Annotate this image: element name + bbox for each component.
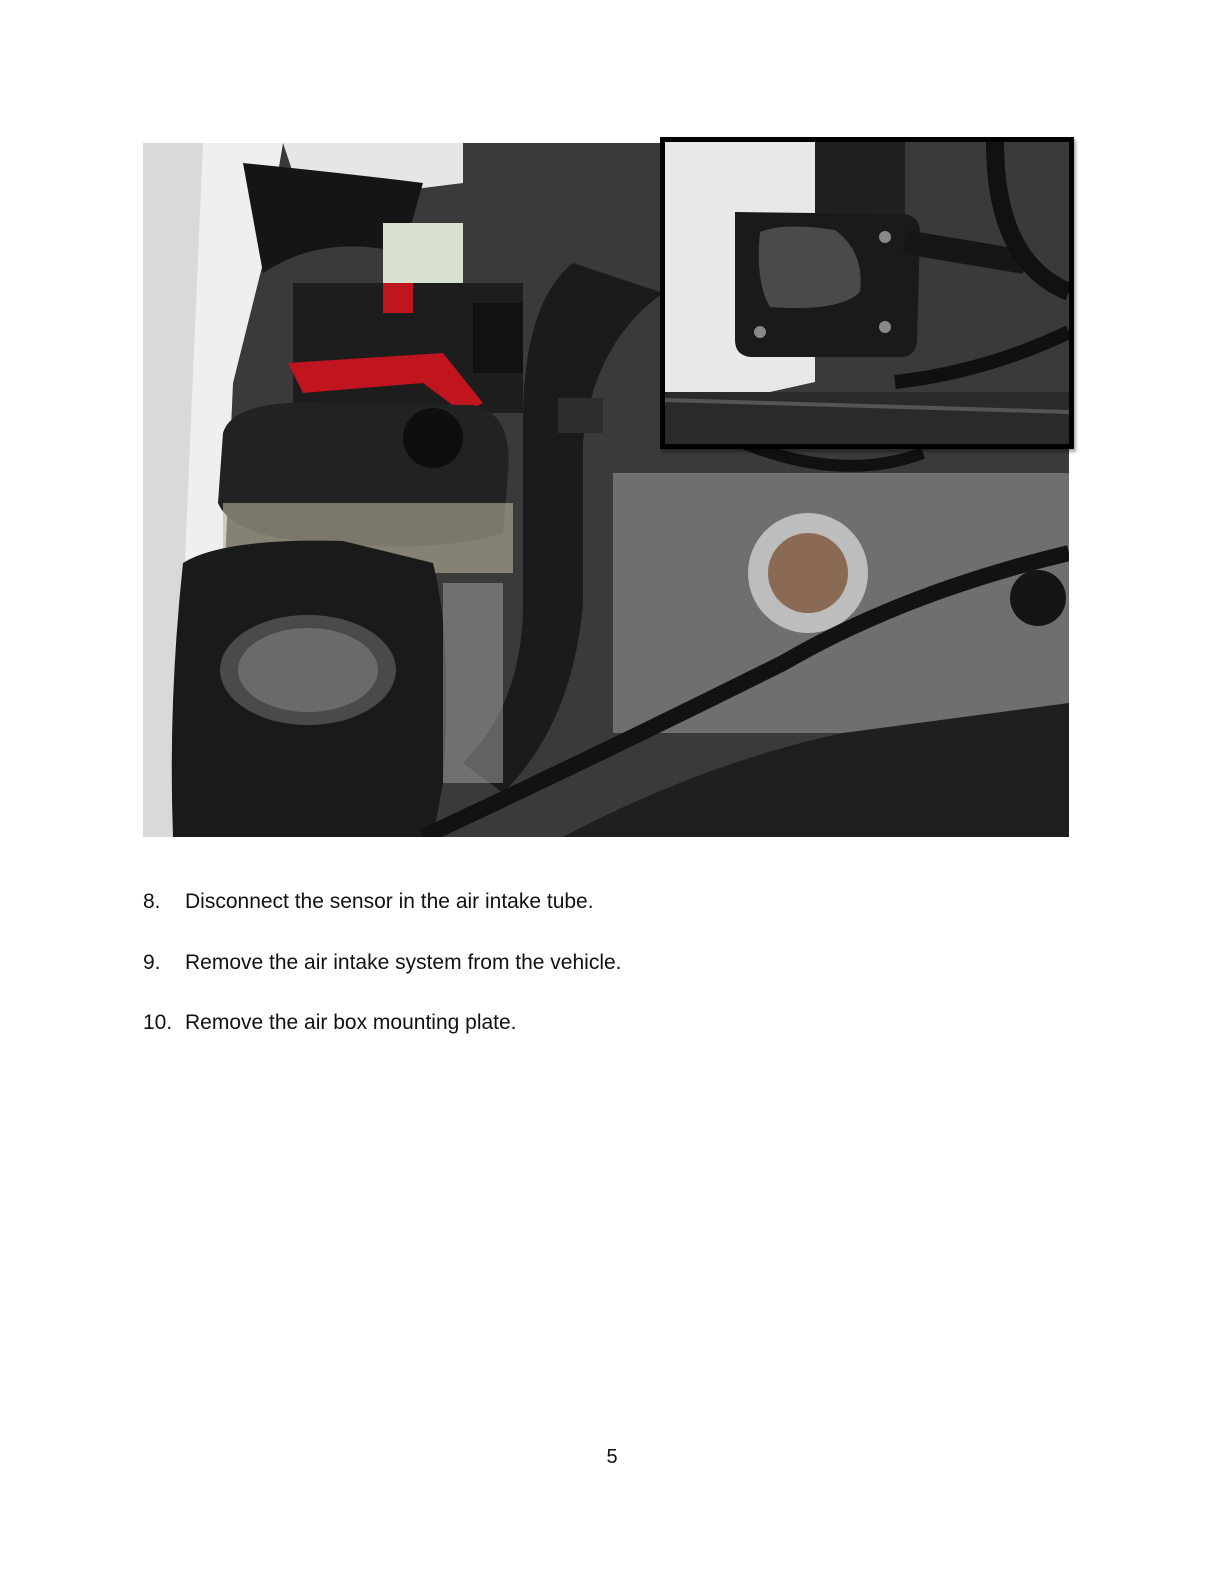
- air-box-mounting-plate-closeup: [660, 137, 1074, 449]
- list-item: [143, 945, 1043, 981]
- list-item: [143, 1005, 1043, 1041]
- page-number: 5: [606, 1446, 618, 1468]
- step-number: 8.: [143, 890, 161, 913]
- step-number: 9.: [143, 950, 161, 974]
- step-text: Remove the air intake system from the vehicle.: [185, 950, 622, 974]
- step-text: Remove the air box mounting plate.: [185, 1011, 517, 1034]
- step-text: Disconnect the sensor in the air intake tube.: [185, 890, 594, 913]
- list-item: [143, 884, 1043, 920]
- step-number: 10.: [143, 1011, 173, 1034]
- instruction-list: [143, 884, 1043, 1066]
